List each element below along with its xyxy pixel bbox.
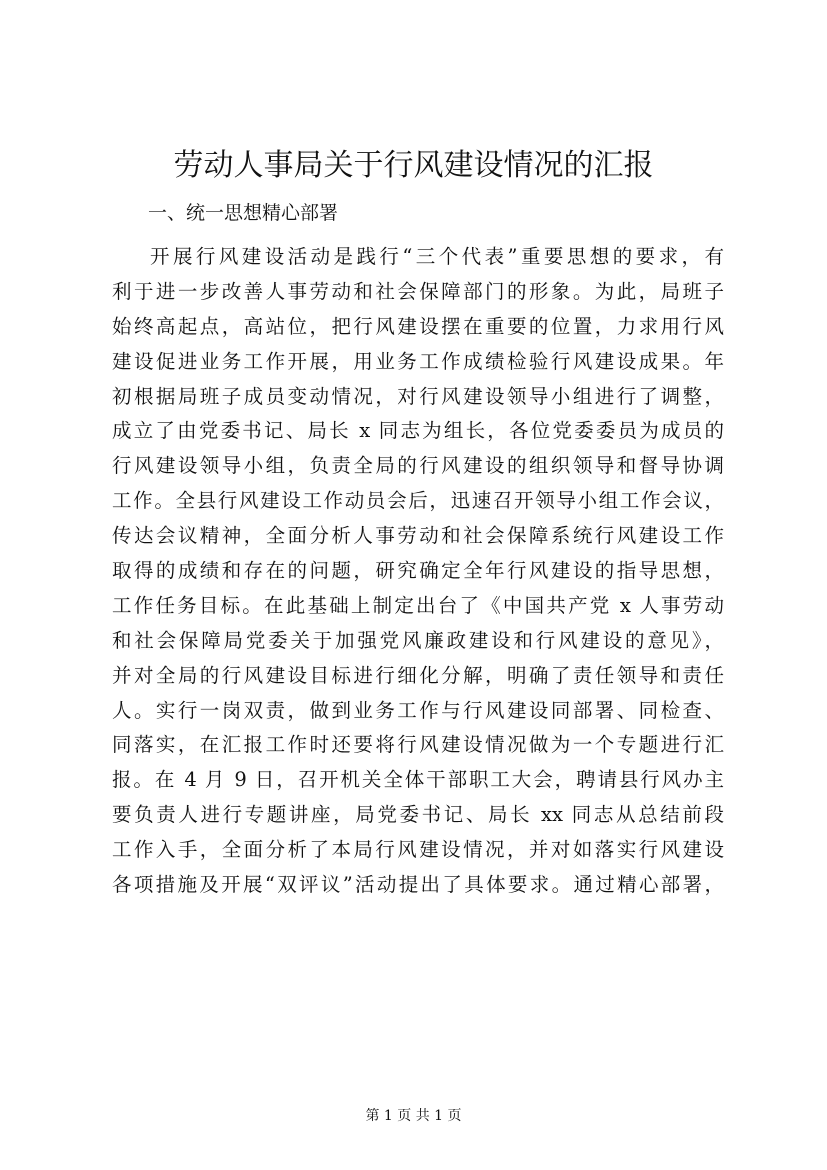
paragraph-line: 行风建设领导小组，负责全局的行风建设的组织领导和督导协调	[112, 454, 724, 478]
paragraph-line: 初根据局班子成员变动情况，对行风建设领导小组进行了调整，	[112, 384, 724, 408]
paragraph-line: 成立了由党委书记、局长 x 同志为组长，各位党委委员为成员的	[112, 419, 724, 443]
paragraph-line: 报。在 4 月 9 日，召开机关全体干部职工大会，聘请县行风办主	[112, 768, 724, 792]
paragraph-line: 工作任务目标。在此基础上制定出台了《中国共产党 x 人事劳动	[112, 593, 724, 617]
paragraph-line: 建设促进业务工作开展，用业务工作成绩检验行风建设成果。年	[112, 349, 724, 373]
section-heading: 一、统一思想精心部署	[148, 202, 339, 224]
document-title: 劳动人事局关于行风建设情况的汇报	[173, 148, 654, 183]
paragraph-line: 开展行风建设活动是践行“三个代表”重要思想的要求，有	[150, 245, 724, 268]
paragraph-line: 各项措施及开展“双评议”活动提出了具体要求。通过精心部署，	[112, 873, 724, 897]
paragraph-line: 工作入手，全面分析了本局行风建设情况，并对如落实行风建设	[112, 838, 724, 862]
paragraph-line: 取得的成绩和存在的问题，研究确定全年行风建设的指导思想，	[112, 559, 724, 583]
paragraph-line: 并对全局的行风建设目标进行细化分解，明确了责任领导和责任	[112, 663, 724, 687]
paragraph-line: 和社会保障局党委关于加强党风廉政建设和行风建设的意见》，	[112, 628, 724, 652]
paragraph-line: 工作。全县行风建设工作动员会后，迅速召开领导小组工作会议，	[112, 489, 724, 513]
paragraph	[112, 240, 724, 903]
paragraph-line: 始终高起点，高站位，把行风建设摆在重要的位置，力求用行风	[112, 314, 724, 338]
paragraph-line: 同落实，在汇报工作时还要将行风建设情况做为一个专题进行汇	[112, 733, 724, 757]
paragraph-line: 人。实行一岗双责，做到业务工作与行风建设同部署、同检查、	[112, 698, 724, 722]
page-footer: 第 1 页 共 1 页	[365, 1108, 462, 1124]
paragraph-line: 利于进一步改善人事劳动和社会保障部门的形象。为此，局班子	[112, 279, 724, 303]
paragraph-line: 要负责人进行专题讲座，局党委书记、局长 xx 同志从总结前段	[112, 803, 724, 827]
paragraph-line: 传达会议精神，全面分析人事劳动和社会保障系统行风建设工作	[112, 524, 724, 548]
